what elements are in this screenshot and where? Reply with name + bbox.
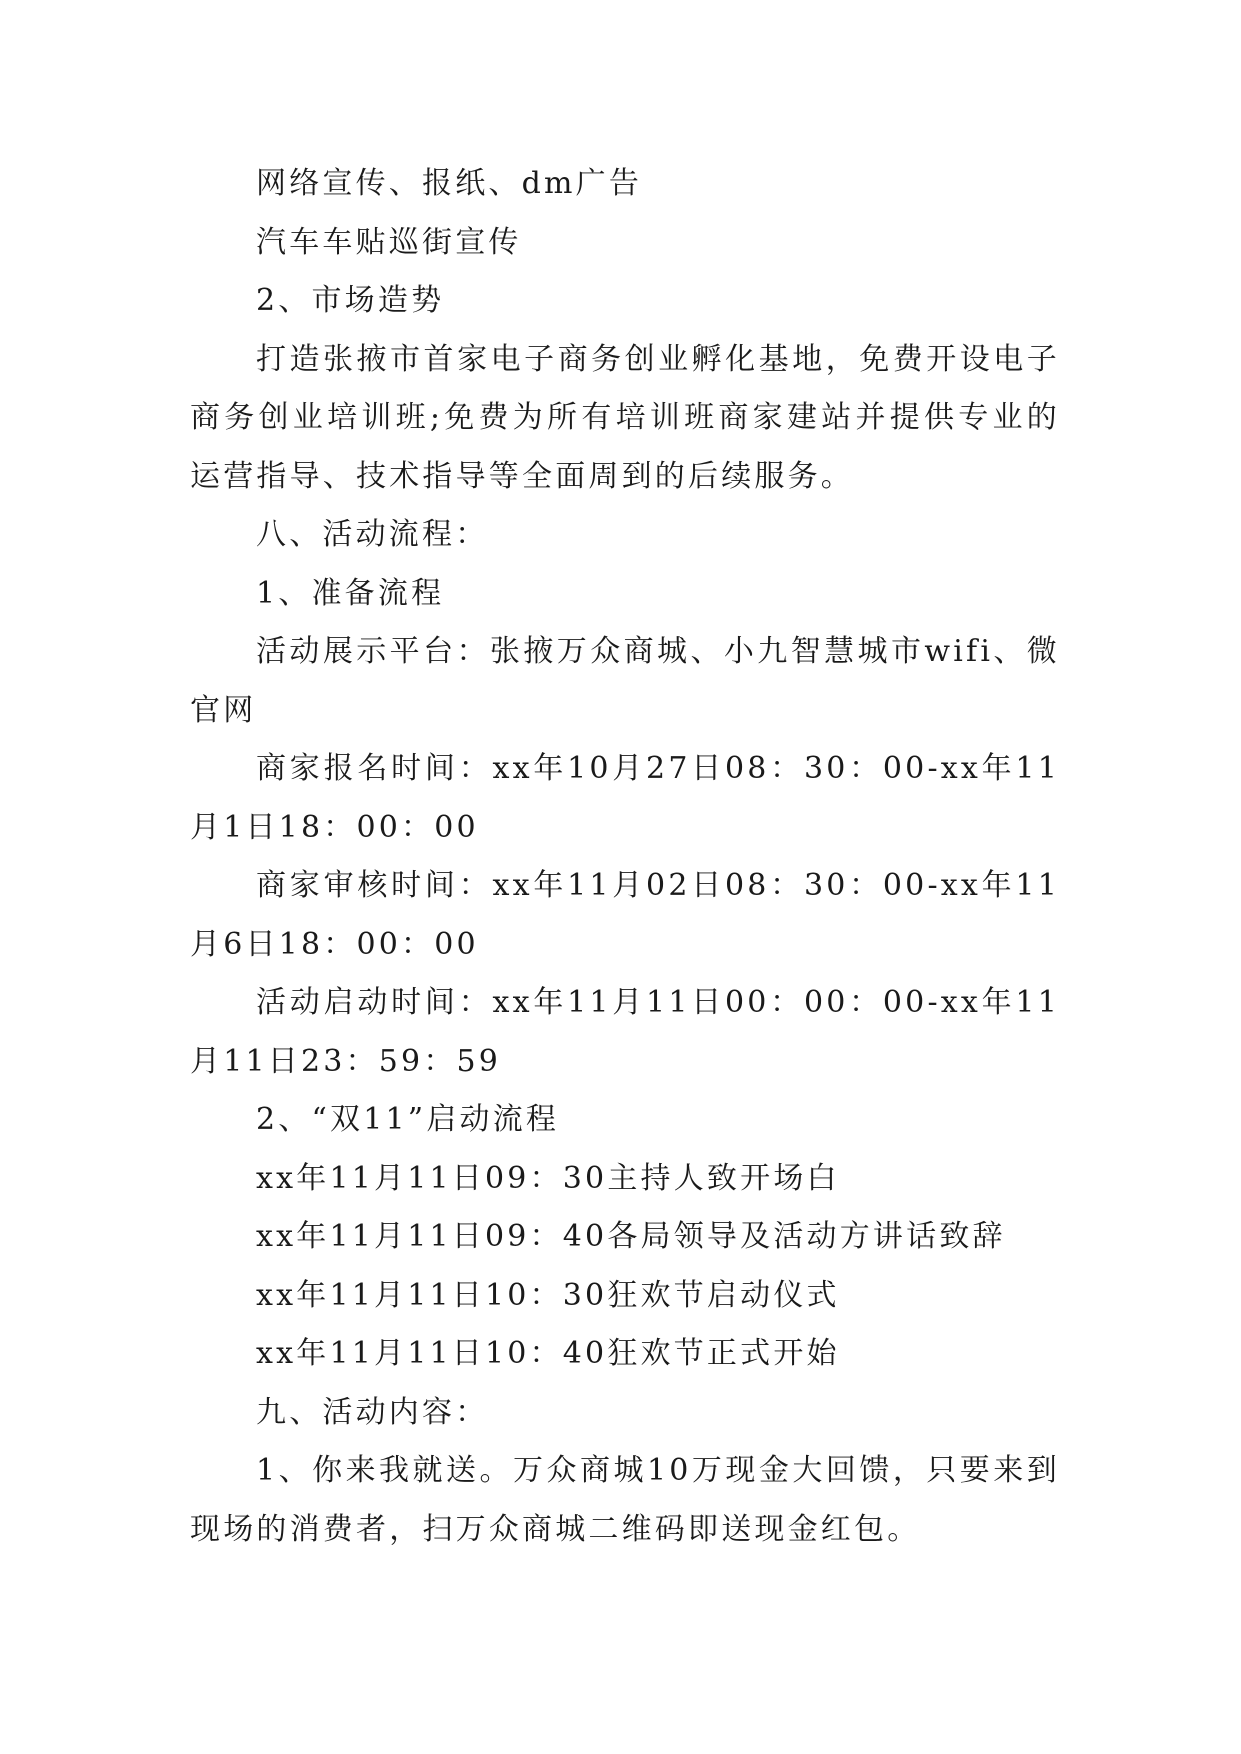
- paragraph-display-platform: 活动展示平台：张掖万众商城、小九智慧城市wifi、微官网: [190, 634, 1060, 728]
- section-heading-market-buzz: 2、市场造势: [256, 283, 445, 318]
- document-body: [190, 155, 1060, 1559]
- schedule-item-leaders-speech: xx年11月11日09：40各局领导及活动方讲话致辞: [256, 1219, 1006, 1254]
- paragraph-launch-time: 活动启动时间：xx年11月11日00：00：00-xx年11月11日23：59：59: [190, 985, 1060, 1079]
- schedule-item-launch-ceremony: xx年11月11日10：30狂欢节启动仪式: [256, 1277, 840, 1313]
- paragraph-incubation-base: 打造张掖市首家电子商务创业孵化基地，免费开设电子商务创业培训班;免费为所有培训班商家建站并提供专业的运营指导、技术指导等全面周到的后续服务。: [190, 341, 1060, 494]
- section-heading-activity-content: 九、活动内容：: [256, 1394, 489, 1430]
- paragraph-registration-time: 商家报名时间：xx年10月27日08：30：00-xx年11月1日18：00：00: [190, 751, 1060, 845]
- subheading-double11-launch: 2、“双11”启动流程: [256, 1102, 560, 1137]
- paragraph-online-promotion: 网络宣传、报纸、dm广告: [256, 166, 643, 201]
- paragraph-car-sticker-promotion: 汽车车贴巡街宣传: [256, 224, 522, 260]
- schedule-item-official-start: xx年11月11日10：40狂欢节正式开始: [256, 1336, 840, 1371]
- paragraph-cash-giveaway: 1、你来我就送。万众商城10万现金大回馈，只要来到现场的消费者，扫万众商城二维码即送现金红包。: [190, 1453, 1060, 1547]
- section-heading-activity-process: 八、活动流程：: [256, 517, 489, 552]
- paragraph-review-time: 商家审核时间：xx年11月02日08：30：00-xx年11月6日18：00：00: [190, 868, 1060, 962]
- subheading-preparation-process: 1、准备流程: [256, 575, 445, 611]
- schedule-item-host-opening: xx年11月11日09：30主持人致开场白: [256, 1160, 840, 1196]
